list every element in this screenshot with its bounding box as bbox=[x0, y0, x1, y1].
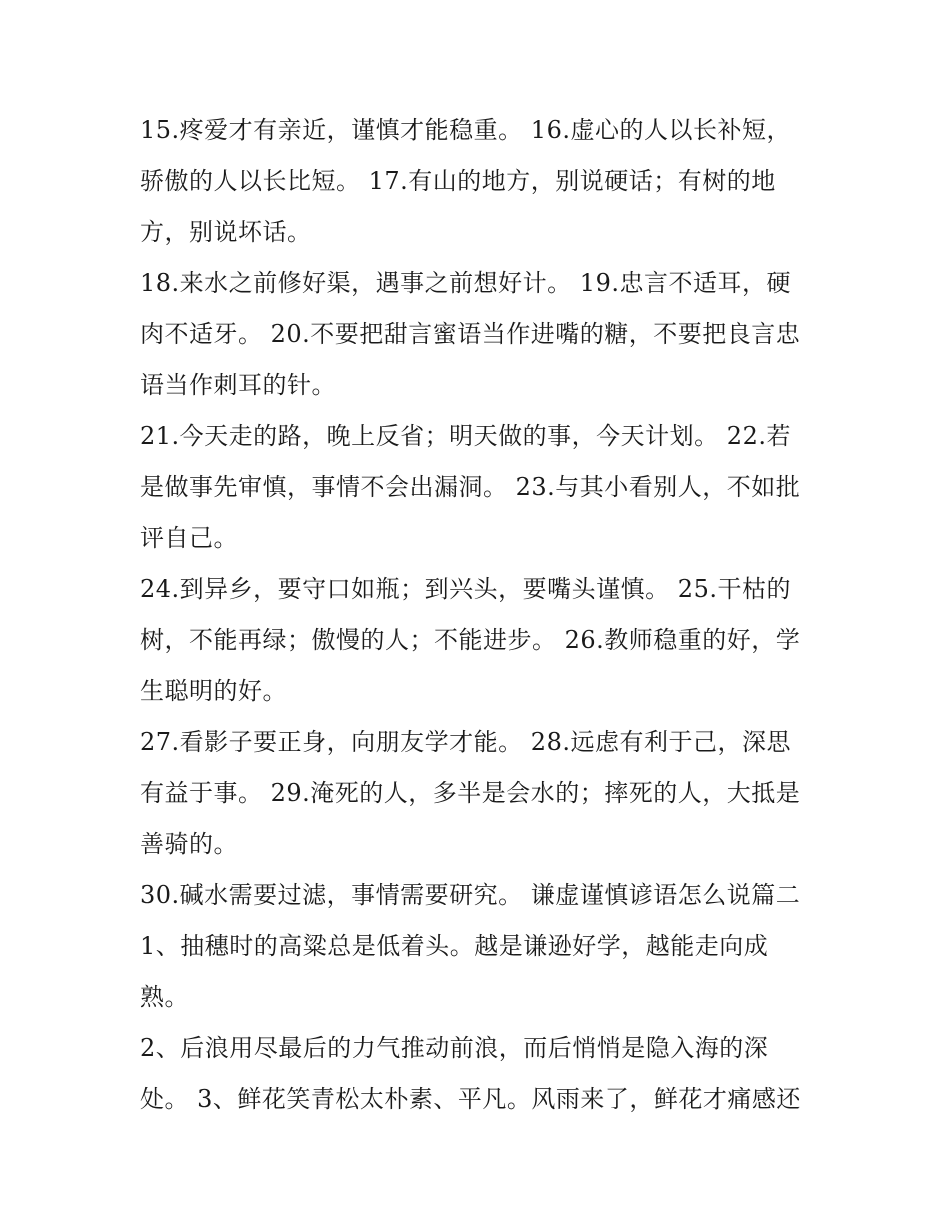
document-body bbox=[140, 105, 810, 1125]
paragraph-proverbs-24-26: 24.到异乡，要守口如瓶；到兴头，要嘴头谨慎。 25.干枯的树，不能再绿；傲慢的人；不能进步。 26.教师稳重的好，学生聪明的好。 bbox=[140, 575, 801, 705]
paragraph-proverbs-21-23: 21.今天走的路，晚上反省；明天做的事，今天计划。 22.若是做事先审慎，事情不会出漏洞。 23.与其小看别人，不如批评自己。 bbox=[140, 422, 801, 552]
paragraph-proverbs-15-17: 15.疼爱才有亲近，谨慎才能稳重。 16.虚心的人以长补短，骄傲的人以长比短。 17.有山的地方，别说硬话；有树的地方，别说坏话。 bbox=[140, 116, 791, 246]
paragraph-proverbs-18-20: 18.来水之前修好渠，遇事之前想好计。 19.忠言不适耳，硬肉不适牙。 20.不要把甜言蜜语当作进嘴的糖，不要把良言忠语当作刺耳的针。 bbox=[140, 269, 801, 399]
paragraph-items-2-3: 2、后浪用尽最后的力气推动前浪，而后悄悄是隐入海的深处。 3、鲜花笑青松太朴素、平凡。风雨来了，鲜花才痛感还 bbox=[140, 1034, 801, 1113]
paragraph-item-1: 1、抽穗时的高粱总是低着头。越是谦逊好学，越能走向成熟。 bbox=[140, 932, 769, 1011]
paragraph-proverb-30-section-title: 30.碱水需要过滤，事情需要研究。 谦虚谨慎谚语怎么说篇二 bbox=[140, 881, 801, 909]
paragraph-proverbs-27-29: 27.看影子要正身，向朋友学才能。 28.远虑有利于己，深思有益于事。 29.淹死的人，多半是会水的；摔死的人，大抵是善骑的。 bbox=[140, 728, 801, 858]
